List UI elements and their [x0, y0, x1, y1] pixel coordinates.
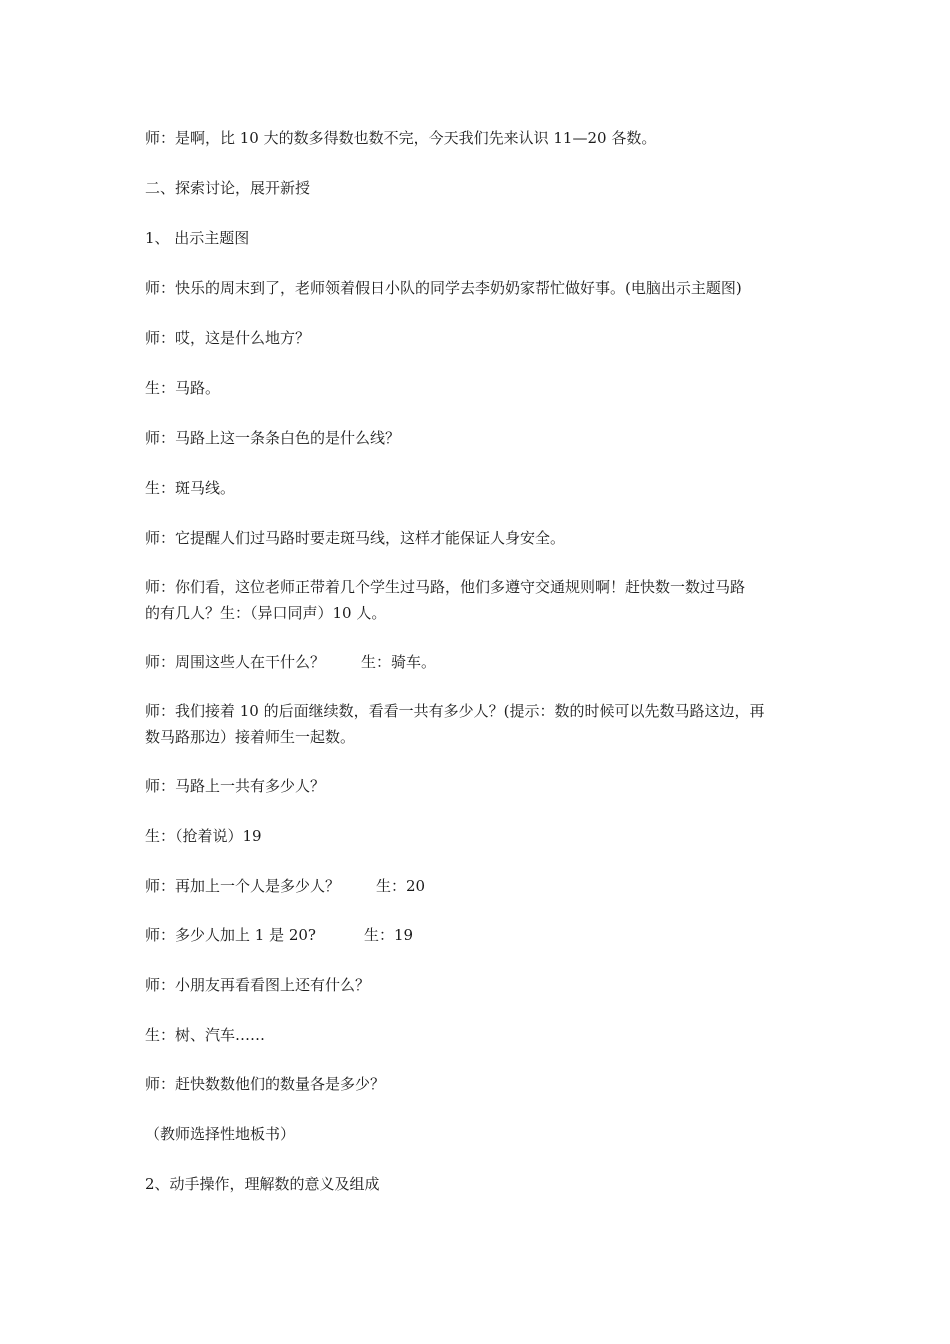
paragraph: 师：是啊，比 10 大的数多得数也数不完，今天我们先来认识 11—20 各数。	[145, 129, 657, 147]
paragraph: （教师选择性地板书）	[145, 1125, 296, 1143]
paragraph: 生：马路。	[145, 379, 221, 397]
paragraph: 的有几人？生：（异口同声）10 人。	[145, 604, 387, 622]
teacher-question: 师：多少人加上 1 是 20?	[145, 926, 316, 944]
teacher-question: 师：再加上一个人是多少人？	[145, 877, 341, 895]
paragraph: 生：斑马线。	[145, 479, 236, 497]
paragraph: 师：它提醒人们过马路时要走斑马线，这样才能保证人身安全。	[145, 529, 566, 547]
paragraph: 师：马路上这一条条白色的是什么线？	[145, 429, 401, 447]
paragraph: 生：树、汽车……	[145, 1026, 266, 1044]
paragraph: 师：我们接着 10 的后面继续数，看看一共有多少人？(提示：数的时候可以先数马路这边，再	[145, 702, 765, 720]
paragraph	[145, 649, 815, 675]
subsection-heading: 1、 出示主题图	[145, 229, 250, 247]
paragraph: 师：快乐的周末到了，老师领着假日小队的同学去李奶奶家帮忙做好事。(电脑出示主题图)	[145, 279, 742, 297]
paragraph: 生：（抢着说）19	[145, 827, 262, 845]
paragraph: 师：你们看，这位老师正带着几个学生过马路，他们多遵守交通规则啊！赶快数一数过马路	[145, 578, 746, 596]
student-answer: 生：19	[363, 926, 414, 944]
paragraph: 师：赶快数数他们的数量各是多少？	[145, 1075, 386, 1093]
section-heading: 二、探索讨论，展开新授	[145, 179, 311, 197]
paragraph: 师：马路上一共有多少人？	[145, 777, 326, 795]
paragraph: 数马路那边）接着师生一起数。	[145, 728, 356, 746]
subsection-heading: 2、动手操作，理解数的意义及组成	[145, 1175, 380, 1193]
paragraph	[145, 922, 815, 948]
student-answer: 生：骑车。	[361, 653, 437, 671]
paragraph	[145, 873, 815, 899]
teacher-question: 师：周围这些人在干什么？	[145, 653, 326, 671]
paragraph: 师：哎，这是什么地方？	[145, 329, 311, 347]
student-answer: 生：20	[376, 877, 426, 895]
paragraph: 师：小朋友再看看图上还有什么？	[145, 976, 371, 994]
